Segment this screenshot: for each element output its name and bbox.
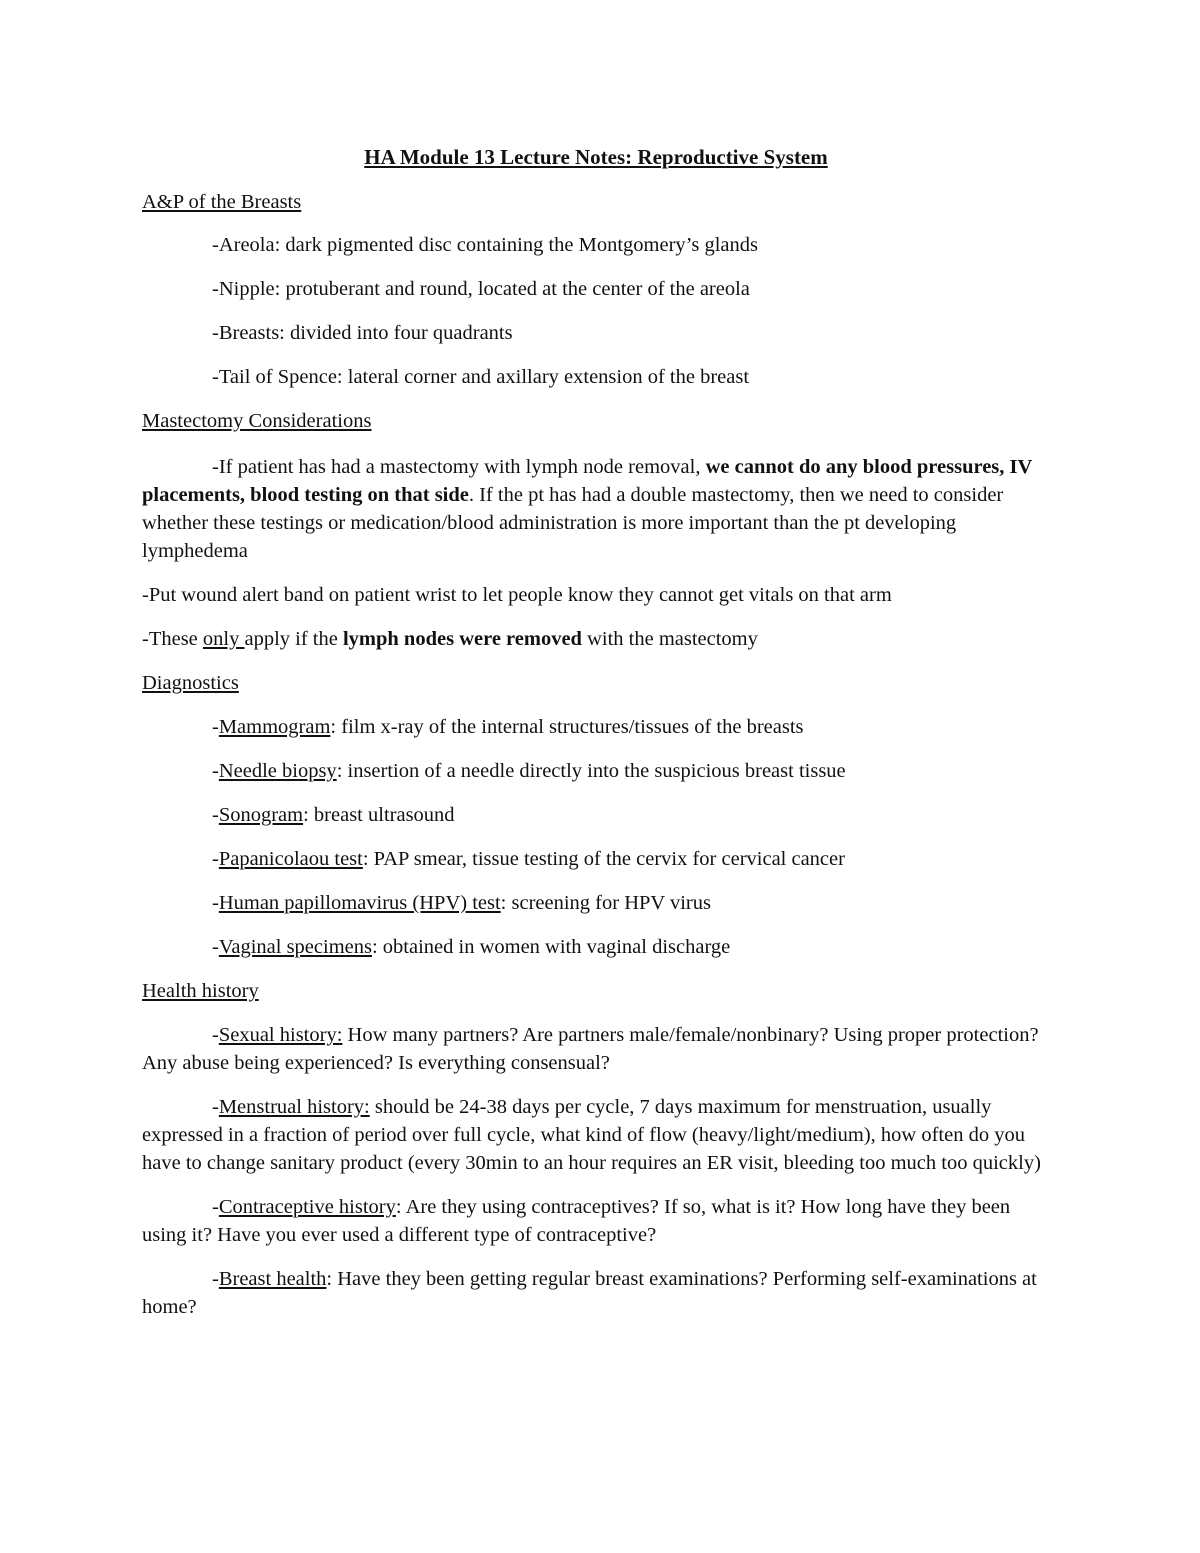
ap-item-tail-of-spence: -Tail of Spence: lateral corner and axillary extension of the breast: [212, 366, 750, 388]
mastectomy-p3-text-b: apply if the: [244, 628, 343, 650]
mastectomy-p3-text-a: -These: [142, 628, 203, 650]
diagnostic-desc: : insertion of a needle directly into the suspicious breast tissue: [336, 760, 846, 782]
history-desc: : Have they been getting regular breast examinations? Performing self-examinations at home?: [142, 1268, 1037, 1318]
mastectomy-p3-bold: lymph nodes were removed: [342, 628, 582, 650]
ap-item-breasts: -Breasts: divided into four quadrants: [212, 322, 513, 344]
history-desc: should be 24-38 days per cycle, 7 days maximum for menstruation, usually expressed in a fraction of period over full cycle, what kind of flow (heavy/light/medium), how often do you have to change sanitary product (every 30min to an hour requires an ER visit, bleeding too much too quickly): [142, 1096, 1041, 1174]
diagnostic-term: Human papillomavirus (HPV) test: [218, 892, 501, 914]
diagnostic-desc: : screening for HPV virus: [500, 892, 711, 914]
history-desc: How many partners? Are partners male/female/nonbinary? Using proper protection? Any abuse being experienced? Is everything consensual?: [142, 1024, 1039, 1074]
diagnostic-term: Needle biopsy: [218, 760, 337, 782]
mastectomy-paragraph-2: -Put wound alert band on patient wrist to let people know they cannot get vitals on that arm: [142, 584, 892, 606]
diagnostic-desc: : breast ultrasound: [303, 804, 455, 826]
mastectomy-p3-underlined: only: [202, 628, 245, 650]
diagnostic-term: Vaginal specimens: [218, 936, 372, 958]
diagnostic-item-needle-biopsy: -Needle biopsy: insertion of a needle directly into the suspicious breast tissue: [212, 760, 846, 782]
section-heading-health-history: Health history: [142, 980, 259, 1002]
mastectomy-p1-bold: we cannot do any blood pressures, IV placements, blood testing on that side: [142, 456, 1032, 506]
diagnostic-item-vaginal-specimens: -Vaginal specimens: obtained in women with vaginal discharge: [212, 936, 731, 958]
history-term: Sexual history:: [218, 1024, 343, 1046]
history-item-breast-health: -Breast health: Have they been getting regular breast examinations? Performing self-examinations at home?: [142, 1268, 1037, 1318]
diagnostic-item-pap-test: -Papanicolaou test: PAP smear, tissue testing of the cervix for cervical cancer: [212, 848, 845, 870]
diagnostic-item-sonogram: -Sonogram: breast ultrasound: [212, 804, 455, 826]
history-desc: : Are they using contraceptives? If so, what is it? How long have they been using it? Have you ever used a different type of contraceptive?: [142, 1196, 1011, 1246]
diagnostic-term: Mammogram: [218, 716, 331, 738]
diagnostic-item-mammogram: -Mammogram: film x-ray of the internal structures/tissues of the breasts: [212, 716, 804, 738]
diagnostic-term: Sonogram: [218, 804, 304, 826]
section-heading-mastectomy: Mastectomy Considerations: [142, 410, 372, 432]
diagnostic-desc: : film x-ray of the internal structures/tissues of the breasts: [330, 716, 804, 738]
history-term: Menstrual history:: [218, 1096, 370, 1118]
mastectomy-p1-text-a: -If patient has had a mastectomy with lymph node removal,: [212, 456, 706, 478]
mastectomy-p3-text-c: with the mastectomy: [581, 628, 758, 650]
diagnostic-term: Papanicolaou test: [218, 848, 363, 870]
mastectomy-paragraph-1: [142, 453, 1050, 565]
diagnostic-desc: : PAP smear, tissue testing of the cervix for cervical cancer: [362, 848, 845, 870]
mastectomy-paragraph-3: [142, 625, 1050, 653]
section-heading-diagnostics: Diagnostics: [142, 672, 239, 694]
history-term: Contraceptive history: [218, 1196, 396, 1218]
page-title: HA Module 13 Lecture Notes: Reproductive System: [364, 145, 828, 169]
history-item-menstrual: -Menstrual history: should be 24-38 days per cycle, 7 days maximum for menstruation, usually expressed in a fraction of period over full cycle, what kind of flow (heavy/light/medium), how often do you have to change sanitary product (every 30min to an hour requires an ER visit, bleeding too much too quickly): [142, 1096, 1041, 1174]
ap-item-areola: -Areola: dark pigmented disc containing the Montgomery’s glands: [212, 234, 758, 256]
section-heading-ap: A&P of the Breasts: [142, 191, 302, 213]
history-item-sexual: -Sexual history: How many partners? Are partners male/female/nonbinary? Using proper protection? Any abuse being experienced? Is everything consensual?: [142, 1024, 1039, 1074]
ap-item-nipple: -Nipple: protuberant and round, located at the center of the areola: [212, 278, 750, 300]
history-item-contraceptive: -Contraceptive history: Are they using contraceptives? If so, what is it? How long have they been using it? Have you ever used a different type of contraceptive?: [142, 1196, 1011, 1246]
diagnostic-item-hpv-test: -Human papillomavirus (HPV) test: screening for HPV virus: [212, 892, 711, 914]
history-term: Breast health: [218, 1268, 327, 1290]
diagnostic-desc: : obtained in women with vaginal discharge: [371, 936, 731, 958]
mastectomy-p1-text-b: . If the pt has had a double mastectomy, then we need to consider whether these testings or medication/blood administration is more important than the pt developing lymphedema: [142, 484, 1004, 562]
